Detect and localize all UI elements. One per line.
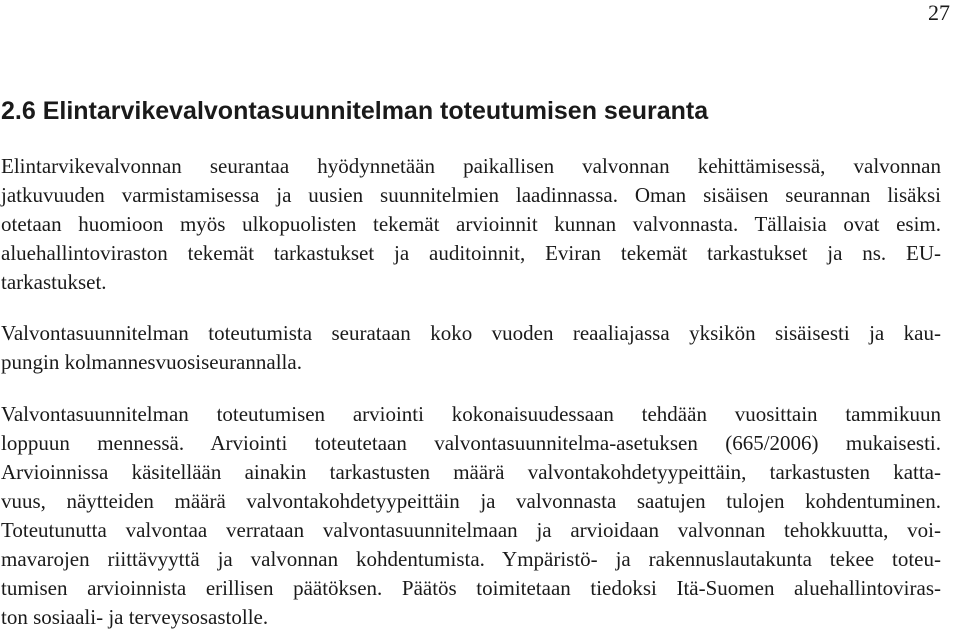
text-line: ton sosiaali- ja terveysosastolle. [1,605,269,629]
text-line: Valvontasuunnitelman toteutumista seurataan koko vuoden reaaliajassa yksikön sisäisesti ja kau- [1,321,941,345]
text-line: mavarojen riittävyyttä ja valvonnan kohdentumista. Ympäristö- ja rakennuslautakunta tekee toteu- [1,547,941,571]
text-line: jatkuvuuden varmistamisessa ja uusien suunnitelmien laadinnassa. Oman sisäisen seurannan lisäksi [1,183,941,207]
text-line: Valvontasuunnitelman toteutumisen arviointi kokonaisuudessaan tehdään vuosittain tammikuun [1,402,941,426]
text-line: pungin kolmannesvuosiseurannalla. [1,350,302,374]
text-line: Elintarvikevalvonnan seurantaa hyödynnetään paikallisen valvonnan kehittämisessä, valvonnan [1,154,941,178]
paragraph-realtime-monitoring [1,319,941,377]
section-heading: 2.6 Elintarvikevalvontasuunnitelman toteutumisen seuranta [1,97,709,125]
text-line: Arvioinnissa käsitellään ainakin tarkastusten määrä valvontakohdetyypeittäin, tarkastusten katta- [1,460,941,484]
text-line: tumisen arvioinnista erillisen päätöksen. Päätös toimitetaan tiedoksi Itä-Suomen aluehallintoviras- [1,576,941,600]
text-line: loppuun mennessä. Arviointi toteutetaan valvontasuunnitelma-asetuksen (665/2006) mukaisesti. [1,431,941,455]
text-line: aluehallintoviraston tekemät tarkastukset ja auditoinnit, Eviran tekemät tarkastukset ja ns. EU- [1,241,941,265]
text-line: tarkastukset. [1,270,107,294]
text-line: vuus, näytteiden määrä valvontakohdetyypeittäin ja valvonnasta saatujen tulojen kohdentuminen. [1,489,941,513]
page-number: 27 [928,0,950,25]
text-line: Toteutunutta valvontaa verrataan valvontasuunnitelmaan ja arvioidaan valvonnan tehokkuutta, voi- [1,518,941,542]
paragraph-monitoring-intro [1,152,941,297]
text-line: otetaan huomioon myös ulkopuolisten tekemät arvioinnit kunnan valvonnasta. Tällaisia ovat esim. [1,212,941,236]
paragraph-annual-evaluation [1,400,941,632]
